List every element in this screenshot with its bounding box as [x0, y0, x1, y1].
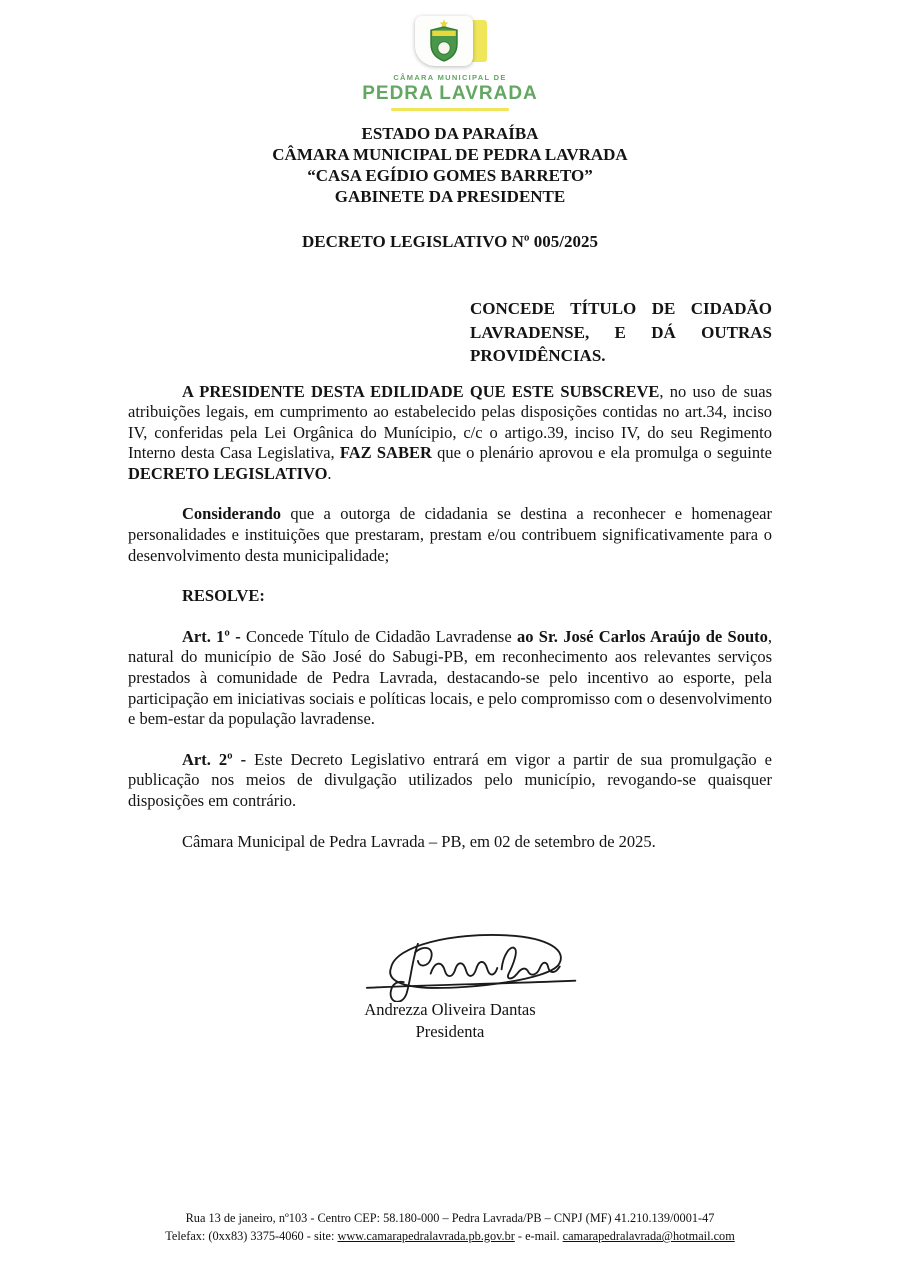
considerando-paragraph — [128, 504, 772, 566]
signature-letter-stroke-3 — [502, 948, 560, 979]
footer-address-line: Rua 13 de janeiro, nº103 - Centro CEP: 58.180-000 – Pedra Lavrada/PB – CNPJ (MF) 41.210.139/0001-47 — [185, 1211, 715, 1225]
signer-name: Andrezza Oliveira Dantas — [364, 1000, 536, 1020]
logo-caption-large: PEDRA LAVRADA — [362, 83, 538, 104]
header-line-office: GABINETE DA PRESIDENTE — [334, 187, 566, 206]
coat-of-arms-icon — [426, 19, 462, 63]
art-1-paragraph — [128, 627, 772, 730]
logo-underline — [391, 108, 509, 111]
text: Câmara Municipal de Pedra Lavrada – PB, em 02 de setembro de 2025. — [182, 831, 656, 851]
decree-summary: CONCEDE TÍTULO DE CIDADÃO LAVRADENSE, E DÁ OUTRAS PROVIDÊNCIAS. — [470, 299, 772, 365]
footer-telefax-text: Telefax: (0xx83) 3375-4060 - site: — [165, 1229, 338, 1243]
municipal-logo — [0, 0, 900, 111]
footer-email-label: - e-mail. — [514, 1229, 563, 1243]
bold-text: A PRESIDENTE DESTA EDILIDADE QUE ESTE SUBSCREVE — [182, 381, 660, 401]
opening-paragraph — [128, 382, 772, 485]
website-link[interactable]: www.camarapedralavrada.pb.gov.br — [337, 1229, 515, 1243]
text: . — [327, 463, 332, 483]
text: que o plenário aprovou e ela promulga o seguinte — [431, 443, 773, 463]
email-link[interactable]: camarapedralavrada@hotmail.com — [562, 1229, 735, 1243]
footer-contact-line — [0, 1227, 900, 1245]
document-footer — [0, 1209, 900, 1245]
signer-role: Presidenta — [415, 1022, 485, 1042]
bold-text: ao Sr. José Carlos Araújo de Souto — [516, 626, 768, 646]
bold-text: Considerando — [182, 504, 282, 524]
handwritten-signature-icon — [299, 924, 629, 1002]
text: Este Decreto Legislativo entrará em vigor a partir de sua promulgação e publicação nos meios de divulgação utilizados pelo município, revogando-se quaisquer disposições em contrário. — [128, 749, 772, 810]
logo-emblem — [413, 16, 487, 66]
text: que a outorga de cidadania se destina a reconhecer e homenagear personalidades e instituições que prestaram, prestam e/ou contribuem significativamente para o desenvolvimento desta municipalidade; — [128, 504, 772, 565]
signature-block — [0, 924, 900, 1042]
resolve-heading — [128, 586, 772, 607]
signature-letter-stroke-1 — [415, 948, 432, 966]
text: , no uso de suas atribuições legais, em cumprimento ao estabelecido pelas disposições contidas no art.34, inciso IV, conferidas pela Lei Orgânica do Munícipio, c/c o artigo.39, inciso IV, do seu Regimento Interno desta Casa Legislativa, — [128, 381, 772, 463]
bold-text: Art. 2º - — [182, 749, 255, 769]
date-line — [128, 832, 772, 853]
logo-caption-small: CÂMARA MUNICIPAL DE — [393, 73, 507, 82]
letterhead — [0, 123, 900, 207]
document-body — [128, 382, 772, 853]
header-line-chamber: CÂMARA MUNICIPAL DE PEDRA LAVRADA — [272, 145, 628, 164]
bold-text: FAZ SABER — [339, 443, 432, 463]
text: Concede Título de Cidadão Lavradense — [246, 626, 517, 646]
bold-text: RESOLVE: — [182, 586, 265, 606]
shield-globe — [438, 42, 450, 54]
bold-text: DECRETO LEGISLATIVO — [128, 463, 328, 483]
bold-text: Art. 1º - — [182, 626, 247, 646]
signature-loop-stroke — [390, 935, 561, 988]
header-line-state: ESTADO DA PARAÍBA — [361, 124, 539, 143]
shield-chief-band — [432, 31, 456, 36]
text: , natural do município de São José do Sabugi-PB, em reconhecimento aos relevantes serviços prestados à comunidade de Pedra Lavrada, destacando-se pelo incentivo ao esporte, pela participação em iniciativas sociais e políticas locais, e pelo compromisso com o desenvolvimento e bem-estar da população lavradense. — [128, 626, 772, 729]
decree-title: DECRETO LEGISLATIVO Nº 005/2025 — [301, 232, 599, 251]
header-line-house: “CASA EGÍDIO GOMES BARRETO” — [307, 166, 593, 185]
document-content — [0, 297, 900, 852]
signature-letter-stroke-2 — [431, 962, 498, 976]
art-2-paragraph — [128, 750, 772, 812]
logo-card — [415, 16, 473, 66]
